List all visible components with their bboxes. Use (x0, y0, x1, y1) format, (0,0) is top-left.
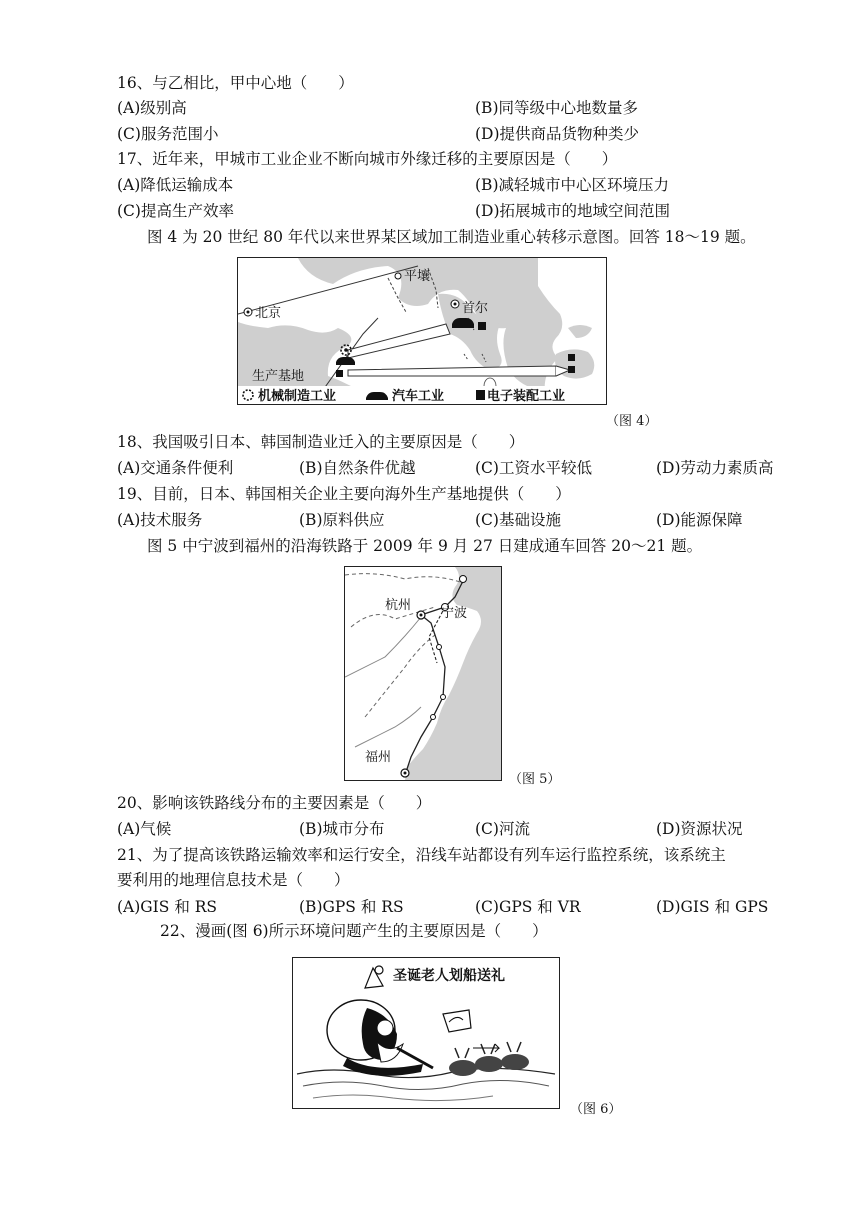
q20-option-c: (C)河流 (475, 820, 530, 838)
figure-6-caption: （图 6） (570, 1102, 622, 1117)
figure-5-caption: （图 5） (509, 772, 561, 787)
q21-option-b: (B)GPS 和 RS (299, 898, 404, 916)
q16-option-a: (A)级别高 (117, 99, 187, 117)
car-icon (336, 357, 355, 365)
electronics-icon (478, 322, 486, 330)
fig4-intro: 图 4 为 20 世纪 80 年代以来世界某区域加工制造业重心转移示意图。回答 18～19 题。 (147, 228, 756, 246)
q18-option-d: (D)劳动力素质高 (656, 459, 774, 477)
q17-stem: 17、近年来，甲城市工业企业不断向城市外缘迁移的主要原因是（ ） (117, 150, 618, 168)
q21-option-d: (D)GIS 和 GPS (656, 898, 769, 916)
legend-machinery: 机械制造工业 (258, 389, 337, 404)
label-fuzhou: 福州 (365, 750, 392, 765)
figure-5-map (344, 566, 502, 781)
label-beijing: 北京 (255, 306, 282, 321)
q21-option-a: (A)GIS 和 RS (117, 898, 218, 916)
legend-electronics: 电子装配工业 (487, 389, 566, 404)
q17-option-c: (C)提高生产效率 (117, 202, 234, 220)
car-icon (452, 318, 474, 328)
q16-stem: 16、与乙相比，甲中心地（ ） (117, 74, 354, 92)
q20-option-d: (D)资源状况 (656, 820, 743, 838)
q18-option-c: (C)工资水平较低 (475, 459, 592, 477)
q19-option-d: (D)能源保障 (656, 511, 743, 529)
q19-option-a: (A)技术服务 (117, 511, 203, 529)
q16-option-b: (B)同等级中心地数量多 (475, 99, 638, 117)
q20-option-b: (B)城市分布 (299, 820, 385, 838)
q16-option-c: (C)服务范围小 (117, 125, 219, 143)
q19-stem: 19、目前，日本、韩国相关企业主要向海外生产基地提供（ ） (117, 485, 571, 503)
electronics-icon (568, 354, 575, 361)
q21-stem-line2: 要利用的地理信息技术是（ ） (117, 871, 350, 889)
q17-option-b: (B)减轻城市中心区环境压力 (475, 176, 669, 194)
label-seoul: 首尔 (462, 301, 489, 316)
q22-stem: 22、漫画(图 6)所示环境问题产生的主要原因是（ ） (160, 922, 548, 940)
q19-option-c: (C)基础设施 (475, 511, 561, 529)
figure-4-map (237, 257, 607, 405)
label-hangzhou: 杭州 (385, 598, 412, 613)
electronics-icon (568, 366, 575, 373)
figure-6-cartoon (292, 957, 560, 1109)
q16-option-d: (D)提供商品货物种类少 (475, 125, 640, 143)
figure-4-caption: （图 4） (606, 414, 658, 429)
q19-option-b: (B)原料供应 (299, 511, 385, 529)
legend-auto: 汽车工业 (392, 389, 445, 404)
legend-electronics-icon (476, 390, 485, 400)
q20-stem: 20、影响该铁路线分布的主要因素是（ ） (117, 794, 432, 812)
fig5-intro: 图 5 中宁波到福州的沿海铁路于 2009 年 9 月 27 日建成通车回答 20～21 题。 (147, 537, 703, 555)
q18-stem: 18、我国吸引日本、韩国制造业迁入的主要原因是（ ） (117, 433, 525, 451)
q17-option-d: (D)拓展城市的地域空间范围 (475, 202, 671, 220)
q18-option-a: (A)交通条件便利 (117, 459, 234, 477)
q20-option-a: (A)气候 (117, 820, 172, 838)
label-ningbo: 宁波 (441, 606, 468, 621)
electronics-icon (336, 370, 343, 377)
label-pyongyang: 平壤 (404, 269, 431, 284)
cartoon-title: 圣诞老人划船送礼 (393, 968, 505, 984)
q21-stem-line1: 21、为了提高该铁路运输效率和运行安全，沿线车站都设有列车运行监控系统，该系统主 (117, 846, 726, 864)
label-production-base: 生产基地 (252, 369, 305, 384)
q17-option-a: (A)降低运输成本 (117, 176, 234, 194)
q18-option-b: (B)自然条件优越 (299, 459, 416, 477)
q21-option-c: (C)GPS 和 VR (475, 898, 581, 916)
